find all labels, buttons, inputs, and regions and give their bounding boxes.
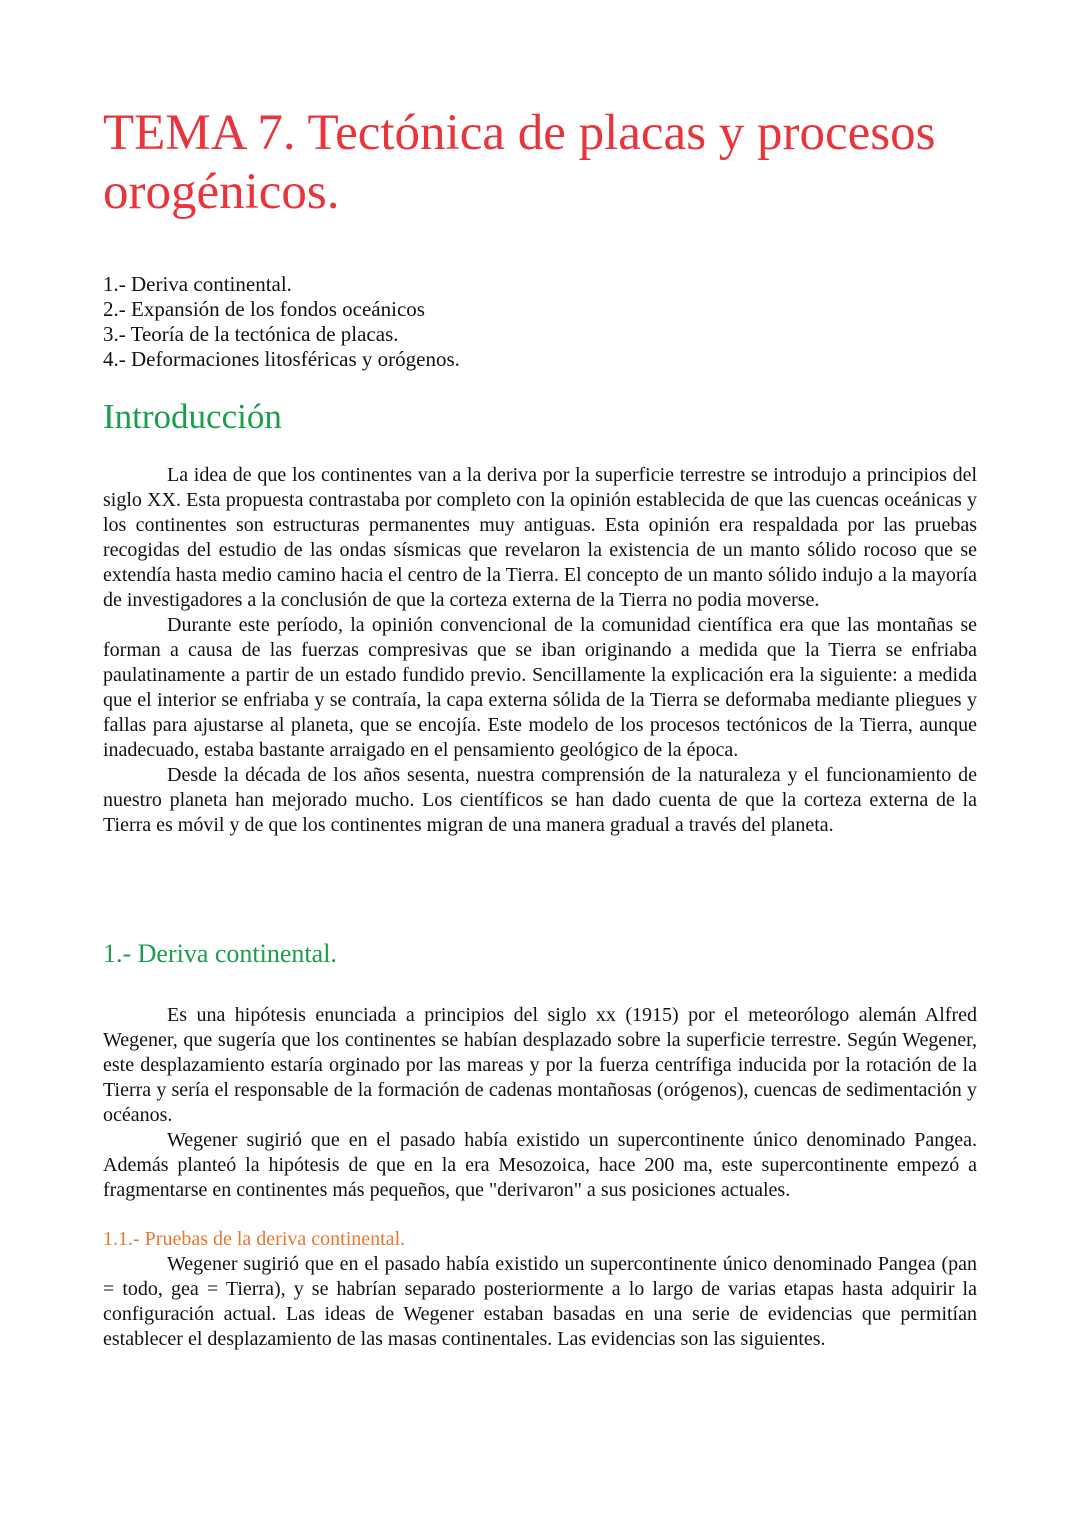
- page-title: TEMA 7. Tectónica de placas y procesos orogénicos.: [103, 105, 936, 220]
- section-paragraph: Es una hipótesis enunciada a principios del siglo xx (1915) por el meteorólogo alemán Alfred Wegener, que sugería que los continentes se habían desplazado sobre la superficie terrestre. Según Wegener, este desplazamiento estaría orginado por las mareas y por la fuerza centrífiga inducida por la rotación de la Tierra y sería el responsable de la formación de cadenas montañosas (orógenos), cuencas de sedimentación y océanos.: [103, 1004, 977, 1126]
- subsection-pruebas-body: [103, 1252, 977, 1352]
- toc-item: 4.- Deformaciones litosféricas y orógenos.: [103, 347, 460, 371]
- toc-item: 1.- Deriva continental.: [103, 272, 292, 296]
- table-of-contents: [103, 272, 460, 372]
- subsection-paragraph: Wegener sugirió que en el pasado había existido un supercontinente único denominado Pangea (pan = todo, gea = Tierra), y se habrían separado posteriormente a lo largo de varias etapas hasta adquirir la configuración actual. Las ideas de Wegener estaban basadas en una serie de evidencias que permitían establecer el desplazamiento de las masas continentales. Las evidencias son las siguientes.: [103, 1253, 977, 1350]
- toc-item: 2.- Expansión de los fondos oceánicos: [103, 297, 425, 321]
- section-deriva-body: [103, 1003, 977, 1203]
- subsection-heading-pruebas: 1.1.- Pruebas de la deriva continental.: [103, 1228, 406, 1250]
- section-heading-deriva: 1.- Deriva continental.: [103, 939, 337, 968]
- intro-paragraph: Desde la década de los años sesenta, nuestra comprensión de la naturaleza y el funcionamiento de nuestro planeta han mejorado mucho. Los científicos se han dado cuenta de que la corteza externa de la Tierra es móvil y de que los continentes migran de una manera gradual a través del planeta.: [103, 764, 977, 836]
- intro-body: [103, 463, 977, 838]
- section-paragraph: Wegener sugirió que en el pasado había existido un supercontinente único denominado Pangea. Además planteó la hipótesis de que en la era Mesozoica, hace 200 ma, este supercontinente empezó a fragmentarse en continentes más pequeños, que "derivaron" a sus posiciones actuales.: [103, 1129, 977, 1201]
- intro-paragraph: Durante este período, la opinión convencional de la comunidad científica era que las montañas se forman a causa de las fuerzas compresivas que se iban originando a medida que la Tierra se enfriaba paulatinamente a partir de un estado fundido previo. Sencillamente la explicación era la siguiente: a medida que el interior se enfriaba y se contraía, la capa externa sólida de la Tierra se deformaba mediante pliegues y fallas para ajustarse al planeta, que se encojía. Este modelo de los procesos tectónicos de la Tierra, aunque inadecuado, estaba bastante arraigado en el pensamiento geológico de la época.: [103, 614, 977, 761]
- intro-paragraph: La idea de que los continentes van a la deriva por la superficie terrestre se introdujo a principios del siglo XX. Esta propuesta contrastaba por completo con la opinión establecida de que las cuencas oceánicas y los continentes son estructuras permanentes muy antiguas. Esta opinión era respaldada por las pruebas recogidas del estudio de las ondas sísmicas que revelaron la existencia de un manto sólido rocoso que se extendía hasta medio camino hacia el centro de la Tierra. El concepto de un manto sólido indujo a la mayoría de investigadores a la conclusión de que la corteza externa de la Tierra no podia moverse.: [103, 464, 977, 611]
- intro-heading: Introducción: [103, 397, 282, 436]
- toc-item: 3.- Teoría de la tectónica de placas.: [103, 322, 399, 346]
